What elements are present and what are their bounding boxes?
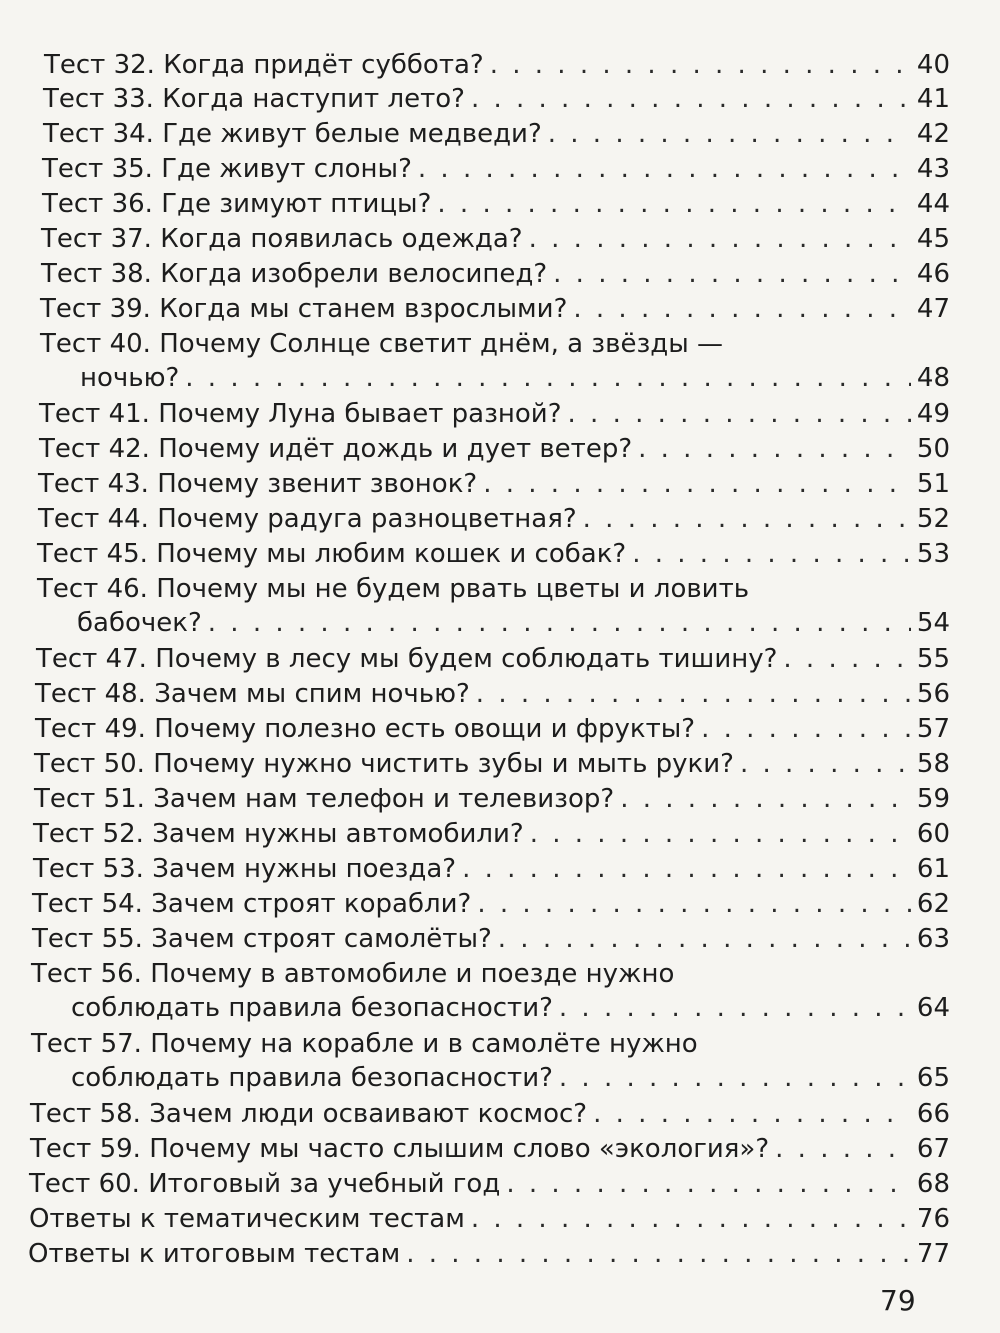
- toc-entry-line: [44, 48, 950, 82]
- toc-entry-title: Тест 34. Где живут белые медведи?: [43, 119, 542, 149]
- toc-entry-title: Тест 44. Почему радуга разноцветная?: [38, 504, 577, 534]
- toc-entry: [30, 1097, 950, 1131]
- toc-entry: [36, 642, 950, 676]
- toc-entry-title-line1: Тест 56. Почему в автомобиле и поезде нужно: [31, 959, 675, 989]
- toc-entry-page: 56: [916, 679, 950, 709]
- toc-entry: [32, 922, 950, 956]
- toc-entry-page: 41: [916, 84, 950, 114]
- dot-leader: [418, 152, 911, 186]
- toc-entry-line: [32, 887, 950, 921]
- dot-leader: [632, 537, 911, 571]
- toc-entry-page: 46: [916, 259, 950, 289]
- dot-leader: [559, 991, 911, 1025]
- dot-leader: [185, 361, 911, 395]
- toc-entry-line: [37, 537, 950, 571]
- toc-entry: [41, 257, 950, 291]
- toc-entry-line: [37, 606, 950, 640]
- toc-entry-title: Тест 51. Зачем нам телефон и телевизор?: [34, 784, 615, 814]
- toc-entry: [39, 432, 950, 466]
- dot-leader: [477, 887, 911, 921]
- toc-entry-page: 60: [916, 819, 950, 849]
- toc-entry-page: 47: [916, 294, 950, 324]
- toc-entry-line: [29, 1202, 950, 1236]
- toc-entry-title: Тест 42. Почему идёт дождь и дует ветер?: [39, 434, 633, 464]
- toc-entry-page: 66: [916, 1099, 950, 1129]
- toc-entry-line: [35, 712, 950, 746]
- toc-entry: [34, 782, 950, 816]
- dot-leader: [498, 922, 911, 956]
- toc-entry-title: Тест 37. Когда появилась одежда?: [41, 224, 523, 254]
- toc-entry-page: 50: [916, 434, 950, 464]
- dot-leader: [583, 502, 911, 536]
- dot-leader: [638, 432, 911, 466]
- toc-entry-line: [41, 222, 950, 256]
- toc-entry-line: [43, 82, 950, 116]
- toc-entry-title: Тест 45. Почему мы любим кошек и собак?: [37, 539, 627, 569]
- toc-entry-page: 40: [916, 50, 950, 80]
- toc-entry-page: 55: [916, 644, 950, 674]
- dot-leader: [620, 782, 911, 816]
- toc-entry-title: Ответы к тематическим тестам: [29, 1204, 465, 1234]
- toc-entry-title: Тест 54. Зачем строят корабли?: [32, 889, 472, 919]
- toc-entry-page: 63: [916, 924, 950, 954]
- toc-entry-page: 58: [916, 749, 950, 779]
- dot-leader: [490, 48, 911, 82]
- dot-leader: [593, 1097, 911, 1131]
- dot-leader: [462, 852, 911, 886]
- toc-entry-title-line1: Тест 40. Почему Солнце светит днём, а звёзды —: [40, 329, 724, 359]
- toc-entry: [29, 1202, 950, 1236]
- toc-entry: [38, 467, 950, 501]
- dot-leader: [208, 606, 911, 640]
- toc-entry-page: 77: [916, 1239, 950, 1269]
- toc-entry-line: [31, 991, 950, 1025]
- toc-entry-title: Тест 36. Где зимуют птицы?: [42, 189, 432, 219]
- dot-leader: [701, 712, 911, 746]
- toc-entry-title: Тест 52. Зачем нужны автомобили?: [33, 819, 524, 849]
- toc-entry-line: [39, 397, 950, 431]
- toc-entry: [30, 1132, 950, 1166]
- dot-leader: [775, 1132, 911, 1166]
- toc-entry-title-line2: ночью?: [80, 363, 180, 393]
- toc-entry: [44, 48, 950, 82]
- toc-entry-title: Тест 33. Когда наступит лето?: [43, 84, 465, 114]
- toc-entry-title: Тест 58. Зачем люди осваивают космос?: [30, 1099, 588, 1129]
- toc-entry: [40, 327, 950, 395]
- dot-leader: [530, 817, 911, 851]
- toc-entry: [37, 537, 950, 571]
- toc-entry-page: 76: [916, 1204, 950, 1234]
- toc-entry-page: 42: [916, 119, 950, 149]
- toc-entry-title: Тест 43. Почему звенит звонок?: [38, 469, 478, 499]
- dot-leader: [568, 397, 911, 431]
- toc-entry-page: 64: [916, 993, 950, 1023]
- dot-leader: [573, 292, 911, 326]
- toc-entry: [31, 957, 950, 1025]
- toc-entry-title-line1: Тест 57. Почему на корабле и в самолёте нужно: [31, 1029, 698, 1059]
- dot-leader: [476, 677, 911, 711]
- toc-entry-page: 48: [916, 363, 950, 393]
- toc-entry-title: Тест 38. Когда изобрели велосипед?: [41, 259, 548, 289]
- toc-entry-page: 45: [916, 224, 950, 254]
- toc-entry-line: [40, 361, 950, 395]
- toc-entry-title: Тест 39. Когда мы станем взрослыми?: [40, 294, 568, 324]
- toc-entry-title: Тест 48. Зачем мы спим ночью?: [35, 679, 470, 709]
- toc-entry-title: Тест 49. Почему полезно есть овощи и фрукты?: [35, 714, 696, 744]
- toc-entry-line: [30, 1097, 950, 1131]
- toc-entry-line: [33, 817, 950, 851]
- toc-entry-title-line2: соблюдать правила безопасности?: [71, 1063, 553, 1093]
- toc-entry: [42, 152, 950, 186]
- toc-entry-line: [38, 502, 950, 536]
- toc-entry: [31, 1027, 950, 1095]
- toc-entry-title-line1: Тест 46. Почему мы не будем рвать цветы и ловить: [37, 574, 750, 604]
- dot-leader: [483, 467, 911, 501]
- toc-entry-line: [39, 432, 950, 466]
- toc-entry-page: 57: [916, 714, 950, 744]
- dot-leader: [506, 1167, 911, 1201]
- toc-entry: [33, 852, 950, 886]
- toc-entry: [28, 1237, 950, 1271]
- toc-entry-page: 49: [916, 399, 950, 429]
- toc-entry-page: 43: [916, 154, 950, 184]
- toc-entry-page: 54: [916, 608, 950, 638]
- toc-entry-page: 53: [916, 539, 950, 569]
- dot-leader: [529, 222, 911, 256]
- toc-entry: [33, 817, 950, 851]
- toc-entry-title: Тест 53. Зачем нужны поезда?: [33, 854, 457, 884]
- toc-entry-line: [38, 467, 950, 501]
- toc-entry-line: [34, 747, 950, 781]
- toc-entry-page: 68: [916, 1169, 950, 1199]
- dot-leader: [406, 1237, 911, 1271]
- toc-entry-title: Тест 60. Итоговый за учебный год: [29, 1169, 501, 1199]
- toc-entry-line: [30, 1132, 950, 1166]
- toc-entry-title: Тест 50. Почему нужно чистить зубы и мыть руки?: [34, 749, 734, 779]
- toc-entry-title: Тест 59. Почему мы часто слышим слово «экология»?: [30, 1134, 770, 1164]
- toc-entry-title: Ответы к итоговым тестам: [28, 1239, 401, 1269]
- dot-leader: [548, 117, 911, 151]
- toc-entry-line: [34, 782, 950, 816]
- toc-entry: [34, 747, 950, 781]
- dot-leader: [783, 642, 911, 676]
- toc-entry-line: [35, 677, 950, 711]
- toc-entry-line: [29, 1167, 950, 1201]
- toc-entry-page: 65: [916, 1063, 950, 1093]
- toc-entry: [40, 292, 950, 326]
- toc-entry-title: Тест 47. Почему в лесу мы будем соблюдать тишину?: [36, 644, 778, 674]
- page-number: 79: [880, 1284, 916, 1317]
- toc-entry-title: Тест 32. Когда придёт суббота?: [44, 50, 484, 80]
- dot-leader: [740, 747, 911, 781]
- toc-entry: [37, 572, 950, 640]
- toc-entry: [35, 677, 950, 711]
- toc-entry: [32, 887, 950, 921]
- toc-entry-page: 67: [916, 1134, 950, 1164]
- dot-leader: [553, 257, 911, 291]
- toc-entry-title-line2: соблюдать правила безопасности?: [71, 993, 553, 1023]
- dot-leader: [437, 187, 911, 221]
- toc-entry-line: [32, 922, 950, 956]
- toc-entry-title: Тест 35. Где живут слоны?: [42, 154, 412, 184]
- toc-entry-line: [41, 257, 950, 291]
- toc-entry: [29, 1167, 950, 1201]
- toc-entry: [43, 82, 950, 116]
- toc-entry-title: Тест 41. Почему Луна бывает разной?: [39, 399, 562, 429]
- toc-entry-title: Тест 55. Зачем строят самолёты?: [32, 924, 492, 954]
- toc-entry: [35, 712, 950, 746]
- toc-entry-page: 44: [916, 189, 950, 219]
- toc-entry-title-line2: бабочек?: [77, 608, 202, 638]
- toc-entry-line: [40, 292, 950, 326]
- toc-entry-page: 52: [916, 504, 950, 534]
- dot-leader: [559, 1061, 911, 1095]
- toc-entry-line: [28, 1237, 950, 1271]
- dot-leader: [471, 82, 911, 116]
- dot-leader: [471, 1202, 911, 1236]
- toc-entry: [43, 117, 950, 151]
- toc-entry-line: [42, 152, 950, 186]
- toc-entry-line: [33, 852, 950, 886]
- toc-entry-line: [42, 187, 950, 221]
- toc-entry: [41, 222, 950, 256]
- toc-entry-page: 61: [916, 854, 950, 884]
- toc-entry-line: [43, 117, 950, 151]
- toc-entry-page: 59: [916, 784, 950, 814]
- toc-entry-line: [36, 642, 950, 676]
- toc-entry: [39, 397, 950, 431]
- toc-entry-page: 51: [916, 469, 950, 499]
- toc-entry-page: 62: [916, 889, 950, 919]
- toc-entry: [38, 502, 950, 536]
- toc-entry-line: [31, 1061, 950, 1095]
- toc-entry: [42, 187, 950, 221]
